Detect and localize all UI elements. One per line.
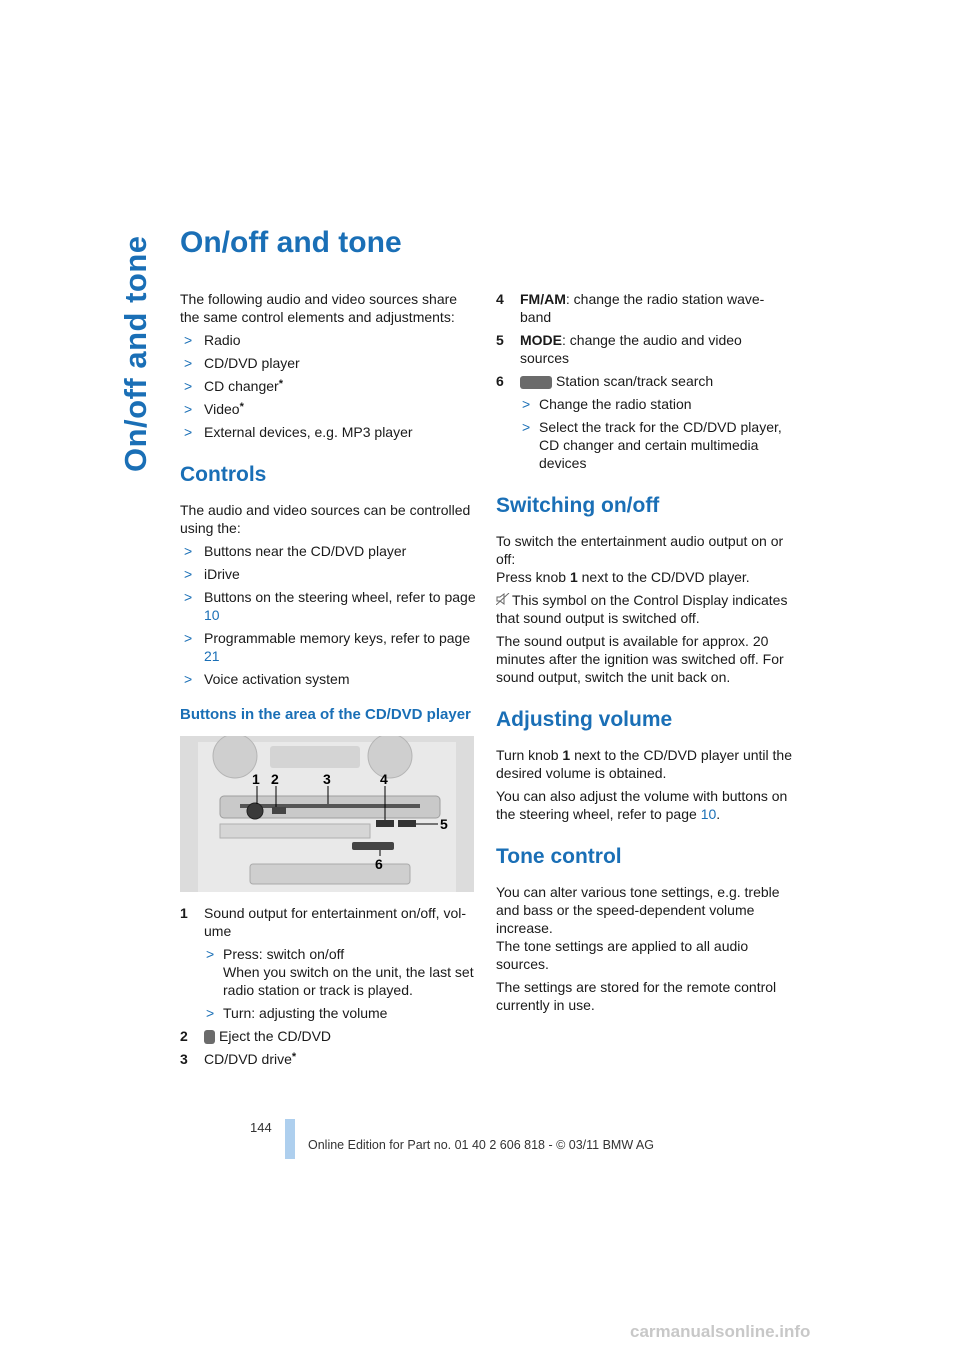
figure-callout: 3 (323, 771, 331, 787)
section-heading-controls: Controls (180, 463, 267, 486)
page-number: 144 (250, 1120, 272, 1135)
list-item: > Voice activation system (184, 671, 350, 687)
figure-callout: 5 (440, 816, 448, 832)
page-link[interactable]: 21 (204, 648, 220, 664)
list-item: > External devices, e.g. MP3 player (184, 424, 413, 440)
list-item: > iDrive (184, 566, 240, 582)
footer-accent-bar (285, 1119, 295, 1159)
watermark: carmanualsonline.info (630, 1322, 811, 1341)
side-chapter-tab: On/off and tone (118, 235, 153, 472)
list-item: > Video* (184, 401, 244, 417)
paragraph: The sound output is available for approx. 20 minutes after the ignition was switched off. For sound output, switch the unit back on. (496, 633, 784, 685)
controls-intro: The audio and video sources can be controlled using the: (180, 502, 471, 536)
cd-player-figure (180, 736, 474, 892)
list-item: > Buttons near the CD/DVD player (184, 543, 407, 559)
legend-item-3: 3 CD/DVD drive* (180, 1051, 297, 1067)
section-heading-volume: Adjusting volume (496, 708, 673, 731)
figure-callout: 2 (271, 771, 279, 787)
list-item: > CD changer* (184, 378, 283, 394)
figure-callout: 4 (380, 771, 388, 787)
seek-button-icon (520, 376, 552, 389)
sub-list-item: > Turn: adjusting the volume (206, 1005, 388, 1021)
paragraph: To switch the entertainment audio output on or off: Press knob 1 next to the CD/DVD player. (496, 533, 784, 585)
section-heading-tone: Tone control (496, 845, 622, 868)
sub-list-item: > Select the track for the CD/DVD player, CD changer and certain multimedia devices (522, 419, 782, 471)
figure-callout: 6 (375, 856, 383, 872)
legend-item-6: 6 Station scan/track search (496, 373, 714, 389)
subheading-buttons: Buttons in the area of the CD/DVD player (180, 706, 471, 723)
sub-list-item: > Press: switch on/off When you switch on the unit, the last set radio station or track is played. (206, 946, 474, 998)
list-item: > Programmable memory keys, refer to page 21 (184, 630, 471, 664)
list-item: > Radio (184, 332, 241, 348)
legend-item-1: 1 Sound output for entertainment on/off, vol-ume (180, 905, 467, 939)
list-item: > Buttons on the steering wheel, refer to page 10 (184, 589, 476, 623)
legend-item-2: 2 Eject the CD/DVD (180, 1028, 332, 1044)
page-title: On/off and tone (180, 226, 402, 259)
paragraph: The settings are stored for the remote control currently in use. (496, 979, 777, 1013)
eject-button-icon (204, 1030, 215, 1044)
page-link[interactable]: 10 (700, 806, 717, 822)
option-star: * (278, 378, 283, 390)
paragraph: You can also adjust the volume with buttons on the steering wheel, refer to page 10. (496, 788, 788, 822)
paragraph: This symbol on the Control Display indicates that sound output is switched off. (496, 592, 788, 626)
sub-list-item: > Change the radio station (522, 396, 692, 412)
intro-text: The following audio and video sources share the same control elements and adjustments: (180, 291, 458, 325)
right-column (496, 290, 792, 1019)
cd-player-illustration (180, 736, 474, 892)
paragraph: You can alter various tone settings, e.g. treble and bass or the speed-dependent volume increase. The tone settings are applied to all audio sources. (496, 884, 780, 972)
list-item: > CD/DVD player (184, 355, 300, 371)
left-column (180, 290, 476, 1073)
page-link[interactable]: 10 (204, 607, 220, 623)
legend-item-5: 5 MODE: change the audio and video sources (496, 332, 742, 366)
figure-callout: 1 (252, 771, 260, 787)
footer-text: Online Edition for Part no. 01 40 2 606 818 - © 03/11 BMW AG (308, 1138, 654, 1152)
option-star: * (291, 1051, 297, 1063)
section-heading-switching: Switching on/off (496, 494, 660, 517)
option-star: * (239, 401, 244, 413)
legend-item-4: 4 FM/AM: change the radio station wave-band (496, 291, 765, 325)
sound-off-icon (496, 591, 512, 609)
paragraph: Turn knob 1 next to the CD/DVD player until the desired volume is obtained. (496, 747, 792, 781)
